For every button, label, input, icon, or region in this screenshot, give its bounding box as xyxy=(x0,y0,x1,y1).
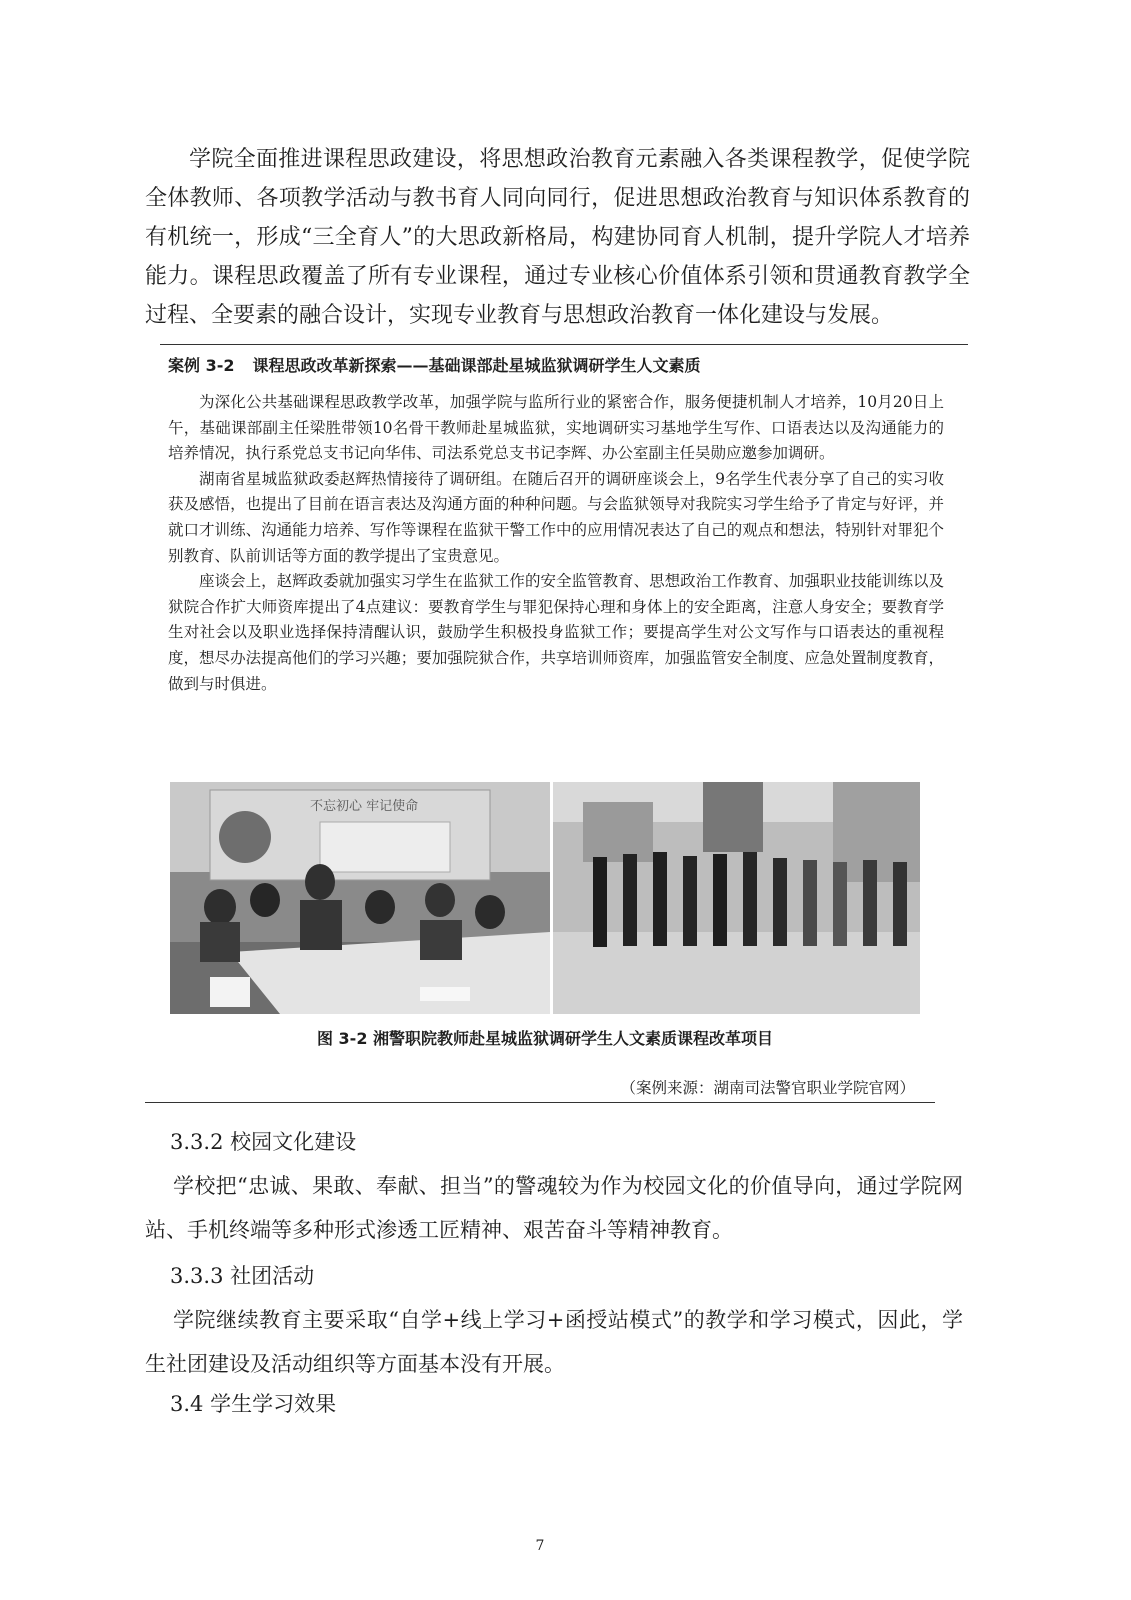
section-3-4-heading: 3.4 学生学习效果 xyxy=(170,1392,337,1416)
case-top-rule xyxy=(160,344,968,345)
case-paragraph-1: 为深化公共基础课程思政教学改革，加强学院与监所行业的紧密合作，服务便捷机制人才培养，10月20日上午，基础课部副主任梁胜带领10名骨干教师赴星城监狱，实地调研实习基地学生写作、口语表达以及沟通能力的培养情况，执行系党总支书记向华伟、司法系党总支书记李辉、办公室副主任吴勋应邀参加调研。 xyxy=(168,393,944,463)
page-number: 7 xyxy=(535,1538,545,1554)
case-paragraph-2: 湖南省星城监狱政委赵辉热情接待了调研组。在随后召开的调研座谈会上，9名学生代表分享了自己的实习收获及感悟，也提出了目前在语言表达及沟通方面的种种问题。与会监狱领导对我院实习学生给予了肯定与好评，并就口才训练、沟通能力培养、写作等课程在监狱干警工作中的应用情况表达了自己的观点和想法，特别针对罪犯个别教育、队前训话等方面的教学提出了宝贵意见。 xyxy=(168,469,944,565)
case-body xyxy=(168,390,944,697)
case-number: 案例 3-2 xyxy=(168,356,235,375)
photo-banner-text: 不忘初心 牢记使命 xyxy=(310,799,419,814)
case-paragraph-3: 座谈会上，赵辉政委就加强实习学生在监狱工作的安全监管教育、思想政治工作教育、加强职业技能训练以及狱院合作扩大师资库提出了4点建议：要教育学生与罪犯保持心理和身体上的安全距离，注意人身安全；要教育学生对社会以及职业选择保持清醒认识，鼓励学生积极投身监狱工作；要提高学生对公文写作与口语表达的重视程度，想尽办法提高他们的学习兴趣；要加强院狱合作，共享培训师资库，加强监管安全制度、应急处置制度教育，做到与时俱进。 xyxy=(168,572,944,693)
figure-photos xyxy=(170,782,920,1014)
case-title xyxy=(168,354,968,378)
figure-caption: 图 3-2 湘警职院教师赴星城监狱调研学生人文素质课程改革项目 xyxy=(316,1029,774,1048)
case-title-text: 课程思政改革新探索——基础课部赴星城监狱调研学生人文素质 xyxy=(252,356,701,375)
section-3-3-2-heading: 3.3.2 校园文化建设 xyxy=(170,1130,357,1154)
section-3-3-3-heading: 3.3.3 社团活动 xyxy=(170,1264,315,1288)
section-3-3-3-paragraph: 学院继续教育主要采取“自学+线上学习+函授站模式”的教学和学习模式，因此，学生社团建设及活动组织等方面基本没有开展。 xyxy=(145,1308,963,1376)
group-photo xyxy=(553,782,920,1014)
section-3-3-2-paragraph: 学校把“忠诚、果敢、奉献、担当”的警魂较为作为校园文化的价值导向，通过学院网站、手机终端等多种形式渗透工匠精神、艰苦奋斗等精神教育。 xyxy=(145,1174,963,1242)
case-bottom-rule xyxy=(145,1102,935,1103)
case-source: （案例来源：湖南司法警官职业学院官网） xyxy=(620,1079,915,1097)
meeting-photo xyxy=(170,782,550,1014)
intro-paragraph: 学院全面推进课程思政建设，将思想政治教育元素融入各类课程教学，促使学院全体教师、各项教学活动与教书育人同向同行，促进思想政治教育与知识体系教育的有机统一，形成“三全育人”的大思政新格局，构建协同育人机制，提升学院人才培养能力。课程思政覆盖了所有专业课程，通过专业核心价值体系引领和贯通教育教学全过程、全要素的融合设计，实现专业教育与思想政治教育一体化建设与发展。 xyxy=(145,147,970,328)
